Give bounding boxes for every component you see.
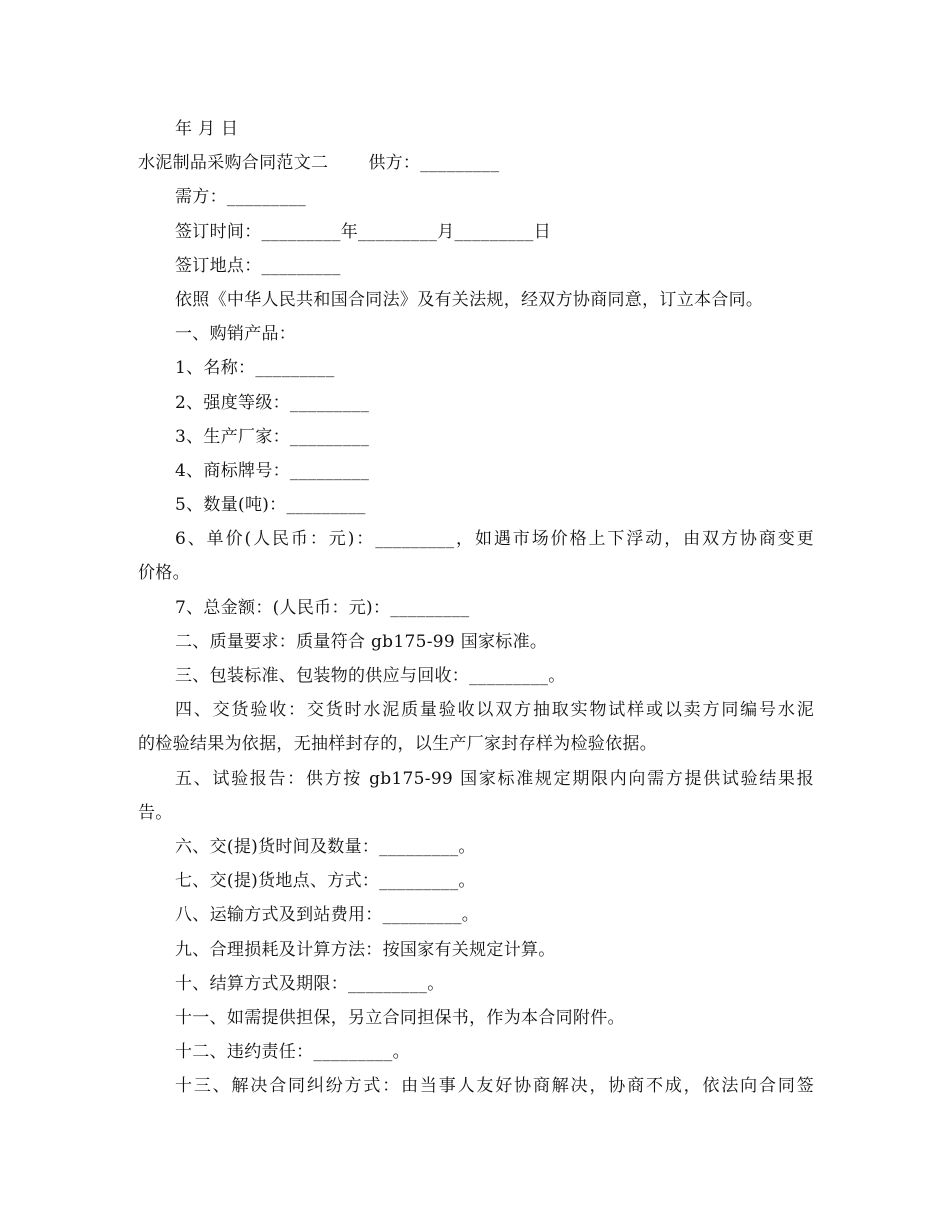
signing-date-field: 签订时间：_________年_________月_________日	[175, 221, 551, 242]
product-name-field: 1、名称：_________	[175, 358, 335, 379]
unit-price-line: 6、单价(人民币：元)：_________，如遇市场价格上下浮动，由双方协商变更	[175, 529, 814, 550]
section-5-test-report: 五、试验报告：供方按 gb175-99 国家标准规定期限内向需方提供试验结果报	[175, 768, 814, 789]
section-8-transport: 八、运输方式及到站费用：_________。	[175, 905, 480, 926]
section-2-quality: 二、质量要求：质量符合 gb175-99 国家标准。	[175, 631, 548, 652]
preamble: 依照《中华人民共和国合同法》及有关法规，经双方协商同意，订立本合同。	[175, 289, 764, 310]
section-4-acceptance: 四、交货验收：交货时水泥质量验收以双方抽取实物试样或以卖方同编号水泥	[175, 700, 814, 721]
unit-price-line-cont: 价格。	[138, 563, 190, 584]
section-13-disputes: 十三、解决合同纠纷方式：由当事人友好协商解决，协商不成，依法向合同签	[175, 1076, 814, 1097]
section-11-guarantee: 十一、如需提供担保，另立合同担保书，作为本合同附件。	[175, 1007, 625, 1028]
contract-body	[138, 112, 814, 1103]
trademark-field: 4、商标牌号：_________	[175, 460, 370, 481]
section-12-liability: 十二、违约责任：_________。	[175, 1042, 410, 1063]
strength-grade-field: 2、强度等级：_________	[175, 392, 370, 413]
date-line: 年 月 日	[175, 119, 239, 139]
supplier-field: 供方：_________	[368, 153, 500, 174]
buyer-field: 需方：_________	[175, 187, 307, 208]
section-6-delivery-time: 六、交(提)货时间及数量：_________。	[175, 836, 476, 857]
title-supplier-line	[138, 146, 814, 180]
quantity-field: 5、数量(吨)：_________	[175, 495, 366, 516]
contract-title: 水泥制品采购合同范文二	[138, 153, 329, 174]
section-3-packaging: 三、包装标准、包装物的供应与回收：_________。	[175, 666, 566, 686]
section-5-test-report-cont: 告。	[138, 802, 173, 823]
section-4-acceptance-cont: 的检验结果为依据，无抽样封存的，以生产厂家封存样为检验依据。	[138, 734, 657, 755]
section-7-delivery-place: 七、交(提)货地点、方式：_________。	[175, 871, 476, 892]
signing-place-field: 签订地点：_________	[175, 255, 341, 276]
total-amount-field: 7、总金额：(人民币：元)：_________	[175, 597, 470, 618]
section-10-settlement: 十、结算方式及期限：_________。	[175, 973, 445, 994]
section-9-loss: 九、合理损耗及计算方法：按国家有关规定计算。	[175, 939, 556, 960]
manufacturer-field: 3、生产厂家：_________	[175, 426, 370, 447]
section-1-heading: 一、购销产品：	[175, 324, 297, 345]
